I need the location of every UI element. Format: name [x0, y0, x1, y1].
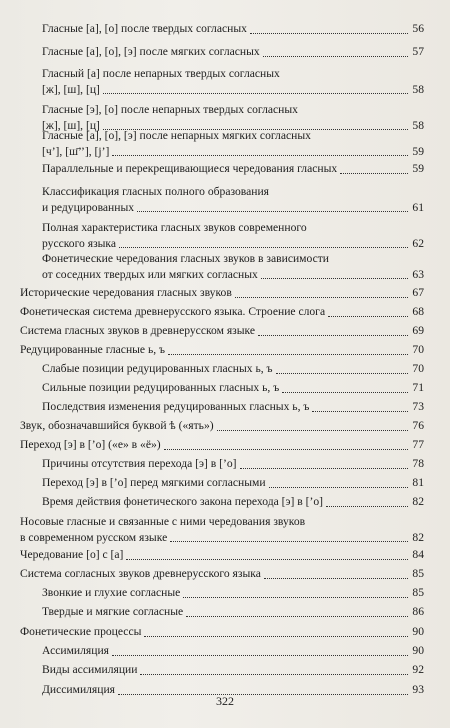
leader-dots: [263, 55, 408, 57]
toc-page-number: 90: [412, 625, 424, 638]
toc-page-number: 59: [412, 144, 424, 158]
toc-entry-title: Слабые позиции редуцированных гласных ь, ъ: [42, 362, 273, 375]
toc-entry-title: Сильные позиции редуцированных гласных ь, ъ: [42, 381, 280, 394]
leader-dots: [276, 372, 408, 374]
leader-dots: [258, 334, 408, 336]
toc-page-number: 58: [412, 82, 424, 96]
toc-page-number: 68: [412, 305, 424, 318]
toc-entry: [42, 361, 424, 377]
toc-page-number: 57: [412, 45, 424, 58]
leader-dots: [282, 391, 408, 393]
leader-dots: [112, 154, 408, 156]
toc-entry-title: русского языка: [42, 236, 117, 250]
toc-entry-title: Гласные [э], [о] после непарных твердых согласных: [42, 103, 298, 116]
toc-page-number: 84: [412, 548, 424, 561]
toc-entry-title: Носовые гласные и связанные с ними чередования звуков: [20, 515, 306, 528]
leader-dots: [137, 210, 408, 212]
toc-entry: [42, 380, 424, 396]
toc-page-number: 81: [412, 476, 424, 489]
toc-page-number: 71: [412, 381, 424, 394]
toc-entry: [20, 624, 424, 640]
toc-page-number: 56: [412, 22, 424, 35]
toc-page-number: 82: [412, 495, 424, 508]
leader-dots: [126, 558, 408, 560]
leader-dots: [164, 448, 408, 450]
toc-entry-title: [ж], [ш], [ц]: [42, 118, 100, 132]
toc-entry-title: Классификация гласных полного образования: [42, 185, 270, 198]
toc-entry-title: Фонетические процессы: [20, 625, 142, 638]
toc-entry-title: Виды ассимиляции: [42, 663, 138, 676]
toc-page-number: 93: [412, 683, 424, 696]
toc-entry-title: Твердые и мягкие согласные: [42, 605, 184, 618]
toc-entry: [20, 418, 424, 434]
toc-page-number: 92: [412, 663, 424, 676]
toc-entry-title: от соседних твердых или мягких согласных: [42, 267, 258, 281]
toc-entry-title: Звонкие и глухие согласные: [42, 586, 181, 599]
toc-entry: [42, 44, 424, 60]
toc-entry: [20, 323, 424, 339]
toc-page-number: 73: [412, 400, 424, 413]
toc-page-number: 77: [412, 438, 424, 451]
toc-entry-title: Ассимиляция: [42, 644, 109, 657]
toc-entry-title: Гласные [а], [о] после твердых согласных: [42, 22, 247, 35]
toc-entry: [42, 66, 424, 97]
toc-entry-title: Гласные [а], [о], [э] после мягких согласных: [42, 45, 260, 58]
toc-entry: [42, 399, 424, 415]
toc-page-number: 59: [412, 162, 424, 175]
toc-page-number: 90: [412, 644, 424, 657]
toc-entry: [42, 184, 424, 215]
toc-entry: [42, 475, 424, 491]
toc-entry-title: Фонетическая система древнерусского языка. Строение слога: [20, 305, 326, 318]
toc-entry-title: [ч’], [ш̄’’], [j’]: [42, 144, 110, 158]
toc-page-number: 82: [412, 530, 424, 544]
leader-dots: [186, 615, 408, 617]
leader-dots: [168, 353, 408, 355]
toc-entry-title: Система согласных звуков древнерусского языка: [20, 567, 261, 580]
toc-page-number: 69: [412, 324, 424, 337]
toc-page-number: 78: [412, 457, 424, 470]
leader-dots: [170, 540, 408, 542]
leader-dots: [264, 577, 408, 579]
leader-dots: [217, 429, 408, 431]
leader-dots: [140, 673, 408, 675]
toc-entry: [42, 21, 424, 37]
toc-entry-title: Время действия фонетического закона перехода [э] в [’о]: [42, 495, 324, 508]
leader-dots: [261, 277, 408, 279]
toc-entry: [42, 220, 424, 251]
toc-page-number: 67: [412, 286, 424, 299]
toc-page-number: 76: [412, 419, 424, 432]
toc-page-number: 70: [412, 362, 424, 375]
toc-entry: [20, 304, 424, 320]
toc-entry-title: Исторические чередования гласных звуков: [20, 286, 232, 299]
toc-entry-title: Редуцированные гласные ь, ъ: [20, 343, 166, 356]
toc-entry: [20, 285, 424, 301]
toc-entry: [20, 342, 424, 358]
toc-page-number: 86: [412, 605, 424, 618]
toc-entry-title: Система гласных звуков в древнерусском языке: [20, 324, 256, 337]
toc-page-number: 63: [412, 267, 424, 281]
toc-page-number: 58: [412, 118, 424, 132]
toc-entry: [42, 643, 424, 659]
toc-entry: [42, 494, 424, 510]
toc-entry: [42, 251, 424, 282]
toc-entry-title: Звук, обозначавшийся буквой ѣ («ять»): [20, 419, 214, 432]
toc-entry: [20, 566, 424, 582]
leader-dots: [326, 505, 408, 507]
toc-entry: [20, 514, 424, 545]
leader-dots: [235, 296, 408, 298]
toc-entry: [42, 161, 424, 177]
leader-dots: [250, 32, 408, 34]
page-number: 322: [216, 694, 234, 708]
toc-entry: [42, 604, 424, 620]
toc-entry: [42, 456, 424, 472]
leader-dots: [112, 654, 408, 656]
leader-dots: [144, 635, 408, 637]
toc-entry: [20, 547, 424, 563]
toc-entry-title: и редуцированных: [42, 200, 135, 214]
leader-dots: [340, 172, 408, 174]
toc-entry-title: Диссимиляция: [42, 683, 116, 696]
toc-page-number: 62: [412, 236, 424, 250]
leader-dots: [328, 315, 408, 317]
toc-entry-title: Полная характеристика гласных звуков современного: [42, 221, 307, 234]
toc-entry-title: Гласные [а], [о], [э] после непарных мягких согласных: [42, 129, 311, 142]
leader-dots: [269, 486, 408, 488]
toc-page-number: 85: [412, 586, 424, 599]
toc-entry-title: Переход [э] в [’о] перед мягкими согласными: [42, 476, 266, 489]
toc-entry-title: Переход [э] в [’о] («е» в «ё»): [20, 438, 161, 451]
toc-entry-title: Гласный [а] после непарных твердых согласных: [42, 67, 280, 80]
toc-entry-title: Параллельные и перекрещивающиеся чередования гласных: [42, 162, 338, 175]
toc-page-number: 61: [412, 200, 424, 214]
toc-page-number: 85: [412, 567, 424, 580]
toc-entry: [42, 585, 424, 601]
toc-entry-title: Чередование [о] с [а]: [20, 548, 124, 561]
toc-entry-title: [ж], [ш], [ц]: [42, 82, 100, 96]
toc-entry: [42, 128, 424, 159]
toc-entry: [42, 662, 424, 678]
toc-entry-title: Причины отсутствия перехода [э] в [’о]: [42, 457, 237, 470]
toc-entry: [20, 437, 424, 453]
leader-dots: [119, 246, 408, 248]
leader-dots: [240, 467, 408, 469]
leader-dots: [312, 410, 408, 412]
leader-dots: [103, 92, 408, 94]
leader-dots: [183, 596, 408, 598]
toc-page-number: 70: [412, 343, 424, 356]
toc-entry-title: Фонетические чередования гласных звуков в зависимости: [42, 252, 330, 265]
toc-entry-title: Последствия изменения редуцированных гласных ь, ъ: [42, 400, 310, 413]
toc-entry-title: в современном русском языке: [20, 530, 168, 544]
